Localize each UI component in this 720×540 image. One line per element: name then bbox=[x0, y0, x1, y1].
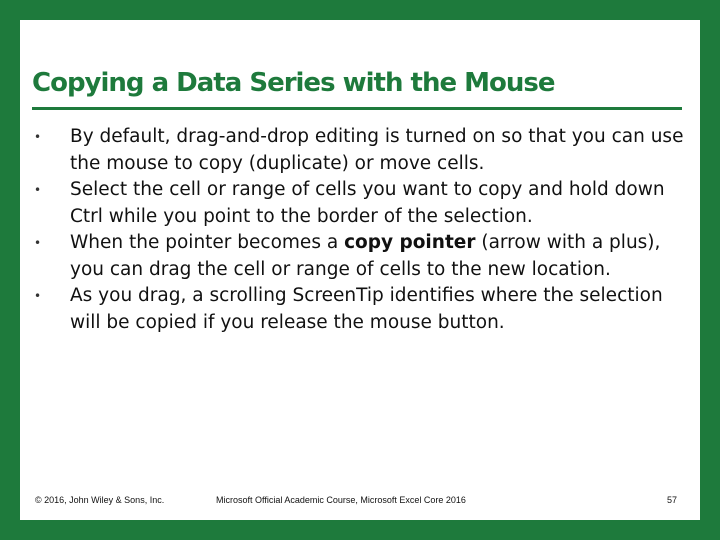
bullet-text: Select the cell or range of cells you want to copy and hold down Ctrl while you point to the border of the selection. bbox=[70, 179, 665, 227]
copy-pointer-term: copy pointer bbox=[344, 232, 476, 253]
title-divider bbox=[32, 107, 682, 110]
bullet-list bbox=[34, 124, 684, 336]
bullet-item bbox=[34, 124, 684, 177]
bullet-item bbox=[34, 230, 684, 283]
bullet-dot: • bbox=[34, 236, 42, 250]
bullet-text bbox=[70, 232, 660, 280]
bullet-dot: • bbox=[34, 183, 42, 197]
page-number: 57 bbox=[666, 495, 677, 505]
footer-copyright: © 2016, John Wiley & Sons, Inc. bbox=[35, 495, 165, 505]
bullet-item bbox=[34, 283, 684, 336]
bullet-dot: • bbox=[34, 289, 42, 303]
bullet-dot: • bbox=[34, 130, 42, 144]
slide-canvas bbox=[20, 20, 700, 520]
bullet-text-before: When the pointer becomes a bbox=[70, 232, 345, 253]
bullet-text-after: (arrow with a plus), you can drag the cell or range of cells to the new location. bbox=[70, 232, 661, 280]
footer-course-title: Microsoft Official Academic Course, Microsoft Excel Core 2016 bbox=[216, 495, 466, 505]
bullet-item bbox=[34, 177, 684, 230]
bullet-text: By default, drag-and-drop editing is turned on so that you can use the mouse to copy (duplicate) or move cells. bbox=[70, 126, 684, 174]
bullet-text: As you drag, a scrolling ScreenTip identifies where the selection will be copied if you release the mouse button. bbox=[70, 285, 663, 333]
slide-title: Copying a Data Series with the Mouse bbox=[32, 68, 555, 98]
